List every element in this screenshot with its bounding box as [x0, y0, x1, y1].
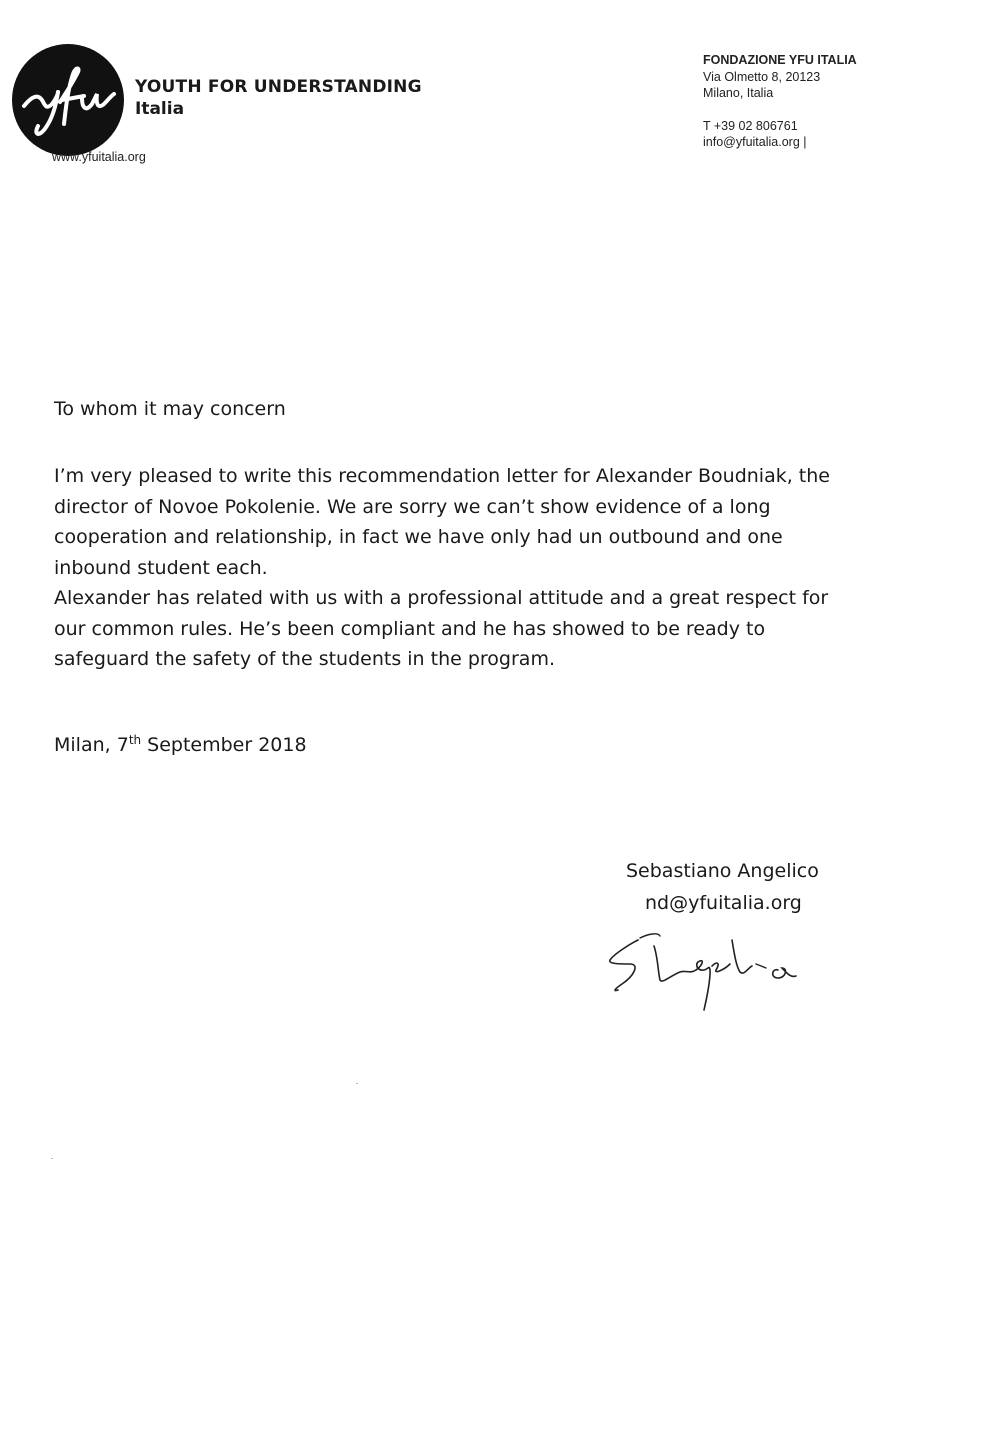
body-line: safeguard the safety of the students in the program.	[54, 648, 555, 670]
handwritten-signature-icon	[600, 918, 850, 1018]
salutation: To whom it may concern	[54, 398, 286, 420]
body-line: Alexander has related with us with a professional attitude and a great respect for	[54, 587, 829, 609]
yfu-logo	[12, 44, 124, 156]
address-street: Via Olmetto 8, 20123	[703, 69, 821, 84]
signer-email[interactable]: nd@yfuitalia.org	[645, 892, 802, 914]
date-ordinal: th	[128, 733, 142, 747]
foundation-name: FONDAZIONE YFU ITALIA	[703, 53, 857, 67]
yfu-logo-script-icon	[12, 44, 124, 156]
signer-name: Sebastiano Angelico	[626, 860, 819, 882]
date-rest: September 2018	[141, 734, 307, 756]
date-prefix: Milan, 7	[54, 734, 129, 756]
letter-body	[54, 461, 954, 675]
body-line: I’m very pleased to write this recommendation letter for Alexander Boudniak, the	[54, 465, 830, 487]
body-line: director of Novoe Pokolenie. We are sorry we can’t show evidence of a long	[54, 495, 771, 518]
scan-speck	[51, 1158, 53, 1159]
organization-country: Italia	[135, 99, 185, 119]
website-link[interactable]: www.yfuitalia.org	[52, 150, 146, 164]
address-city: Milano, Italia	[703, 86, 774, 100]
scan-speck	[356, 1083, 358, 1084]
letter-date	[54, 734, 307, 756]
address-email[interactable]: info@yfuitalia.org |	[703, 135, 807, 149]
address-phone: T +39 02 806761	[703, 118, 798, 133]
address-block	[703, 52, 857, 151]
body-line: our common rules. He’s been compliant and he has showed to be ready to	[54, 617, 766, 640]
body-line: inbound student each.	[54, 556, 268, 579]
body-line: cooperation and relationship, in fact we have only had un outbound and one	[54, 526, 783, 548]
organization-name: YOUTH FOR UNDERSTANDING	[135, 77, 422, 97]
